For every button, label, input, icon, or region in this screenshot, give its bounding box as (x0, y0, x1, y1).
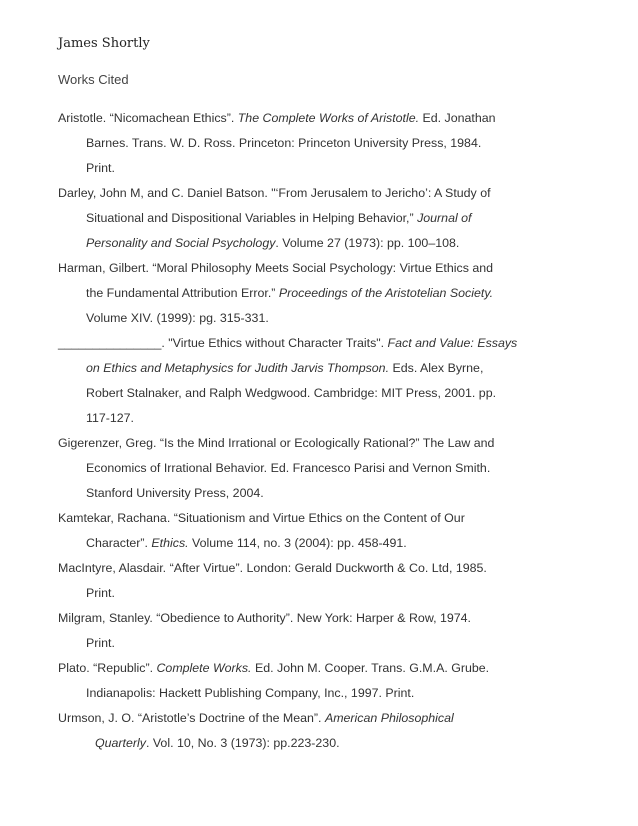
citation-line (58, 306, 618, 331)
citation-line (58, 106, 618, 131)
citation-text: Plato. “Republic”. (58, 661, 157, 675)
citation-text: the Fundamental Attribution Error.” (86, 286, 279, 300)
citation-text: . Volume 27 (1973): pp. 100–108. (275, 236, 460, 250)
citation-text: Urmson, J. O. “Aristotle’s Doctrine of the Mean”. (58, 711, 325, 725)
citation-text: Print. (86, 161, 115, 175)
citation-line (58, 606, 618, 631)
citation-entry (58, 106, 618, 181)
citation-entry (58, 431, 618, 506)
citation-line (58, 206, 618, 231)
citation-entry (58, 656, 618, 706)
citation-line (58, 681, 618, 706)
citation-line (58, 281, 618, 306)
citation-line (58, 481, 618, 506)
author-name: James Shortly (58, 36, 150, 51)
citation-title-text: Journal of (417, 211, 472, 225)
citation-text: Kamtekar, Rachana. “Situationism and Virtue Ethics on the Content of Our (58, 511, 465, 525)
citation-title-text: American Philosophical (324, 711, 454, 725)
citation-text: Ed. John M. Cooper. Trans. G.M.A. Grube. (251, 661, 490, 675)
citation-text: Darley, John M, and C. Daniel Batson. "‘From Jerusalem to Jericho’: A Study of (58, 186, 491, 200)
citation-title-text: Ethics. (151, 536, 189, 550)
citation-text: Aristotle. “Nicomachean Ethics”. (58, 111, 238, 125)
citation-title-text: Personality and Social Psychology (86, 236, 276, 250)
citation-line (58, 231, 618, 256)
citation-title-text: Complete Works. (156, 661, 252, 675)
citation-text: . Vol. 10, No. 3 (1973): pp.223-230. (145, 736, 340, 750)
citation-text: Barnes. Trans. W. D. Ross. Princeton: Princeton University Press, 1984. (86, 136, 482, 150)
citation-text: Volume XIV. (1999): pg. 315-331. (86, 311, 269, 325)
citation-line (58, 531, 618, 556)
citation-line (58, 706, 618, 731)
citation-text: 117-127. (86, 411, 134, 425)
works-cited-heading: Works Cited (58, 72, 129, 87)
citation-title-text: Proceedings of the Aristotelian Society. (278, 286, 494, 300)
citation-text: Ed. Jonathan (419, 111, 496, 125)
citation-text: Print. (86, 636, 115, 650)
citation-text: Economics of Irrational Behavior. Ed. Francesco Parisi and Vernon Smith. (86, 461, 491, 475)
citation-title-text: The Complete Works of Aristotle. (237, 111, 420, 125)
citation-line (58, 406, 618, 431)
citation-text: Volume 114, no. 3 (2004): pp. 458-491. (188, 536, 407, 550)
citation-entry (58, 506, 618, 556)
citation-text: Eds. Alex Byrne, (389, 361, 484, 375)
citation-text: _______________. "Virtue Ethics without Character Traits". (58, 336, 388, 350)
citation-text: Gigerenzer, Greg. “Is the Mind Irrational or Ecologically Rational?” The Law and (58, 436, 495, 450)
citation-line (58, 331, 618, 356)
citation-entry (58, 606, 618, 656)
citation-line (58, 506, 618, 531)
citation-line (58, 631, 618, 656)
citation-text: Robert Stalnaker, and Ralph Wedgwood. Cambridge: MIT Press, 2001. pp. (86, 386, 497, 400)
citation-text: Indianapolis: Hackett Publishing Company, Inc., 1997. Print. (86, 686, 415, 700)
citation-text: Milgram, Stanley. “Obedience to Authority”. New York: Harper & Row, 1974. (58, 611, 471, 625)
citation-line (58, 156, 618, 181)
citation-text: Situational and Dispositional Variables in Helping Behavior,” (86, 211, 418, 225)
citation-line (58, 381, 618, 406)
citation-entry (58, 331, 618, 431)
citation-line (58, 431, 618, 456)
citation-text: Stanford University Press, 2004. (86, 486, 264, 500)
citation-line (58, 181, 618, 206)
citation-title-text: Fact and Value: Essays (387, 336, 518, 350)
citation-entry (58, 556, 618, 606)
citation-title-text: Quarterly (95, 736, 146, 750)
citation-text: Harman, Gilbert. “Moral Philosophy Meets Social Psychology: Virtue Ethics and (58, 261, 494, 275)
citation-entry (58, 256, 618, 331)
citation-line (58, 456, 618, 481)
citation-list (58, 106, 618, 756)
citation-line (58, 131, 618, 156)
citation-line (58, 356, 618, 381)
citation-text: Print. (86, 586, 115, 600)
citation-entry (58, 706, 618, 756)
citation-line (58, 256, 618, 281)
citation-line (58, 556, 618, 581)
citation-text: Character”. (86, 536, 152, 550)
citation-line (58, 731, 618, 756)
citation-entry (58, 181, 618, 256)
citation-text: MacIntyre, Alasdair. “After Virtue”. London: Gerald Duckworth & Co. Ltd, 1985. (58, 561, 487, 575)
citation-title-text: on Ethics and Metaphysics for Judith Jarvis Thompson. (86, 361, 390, 375)
citation-line (58, 656, 618, 681)
citation-line (58, 581, 618, 606)
